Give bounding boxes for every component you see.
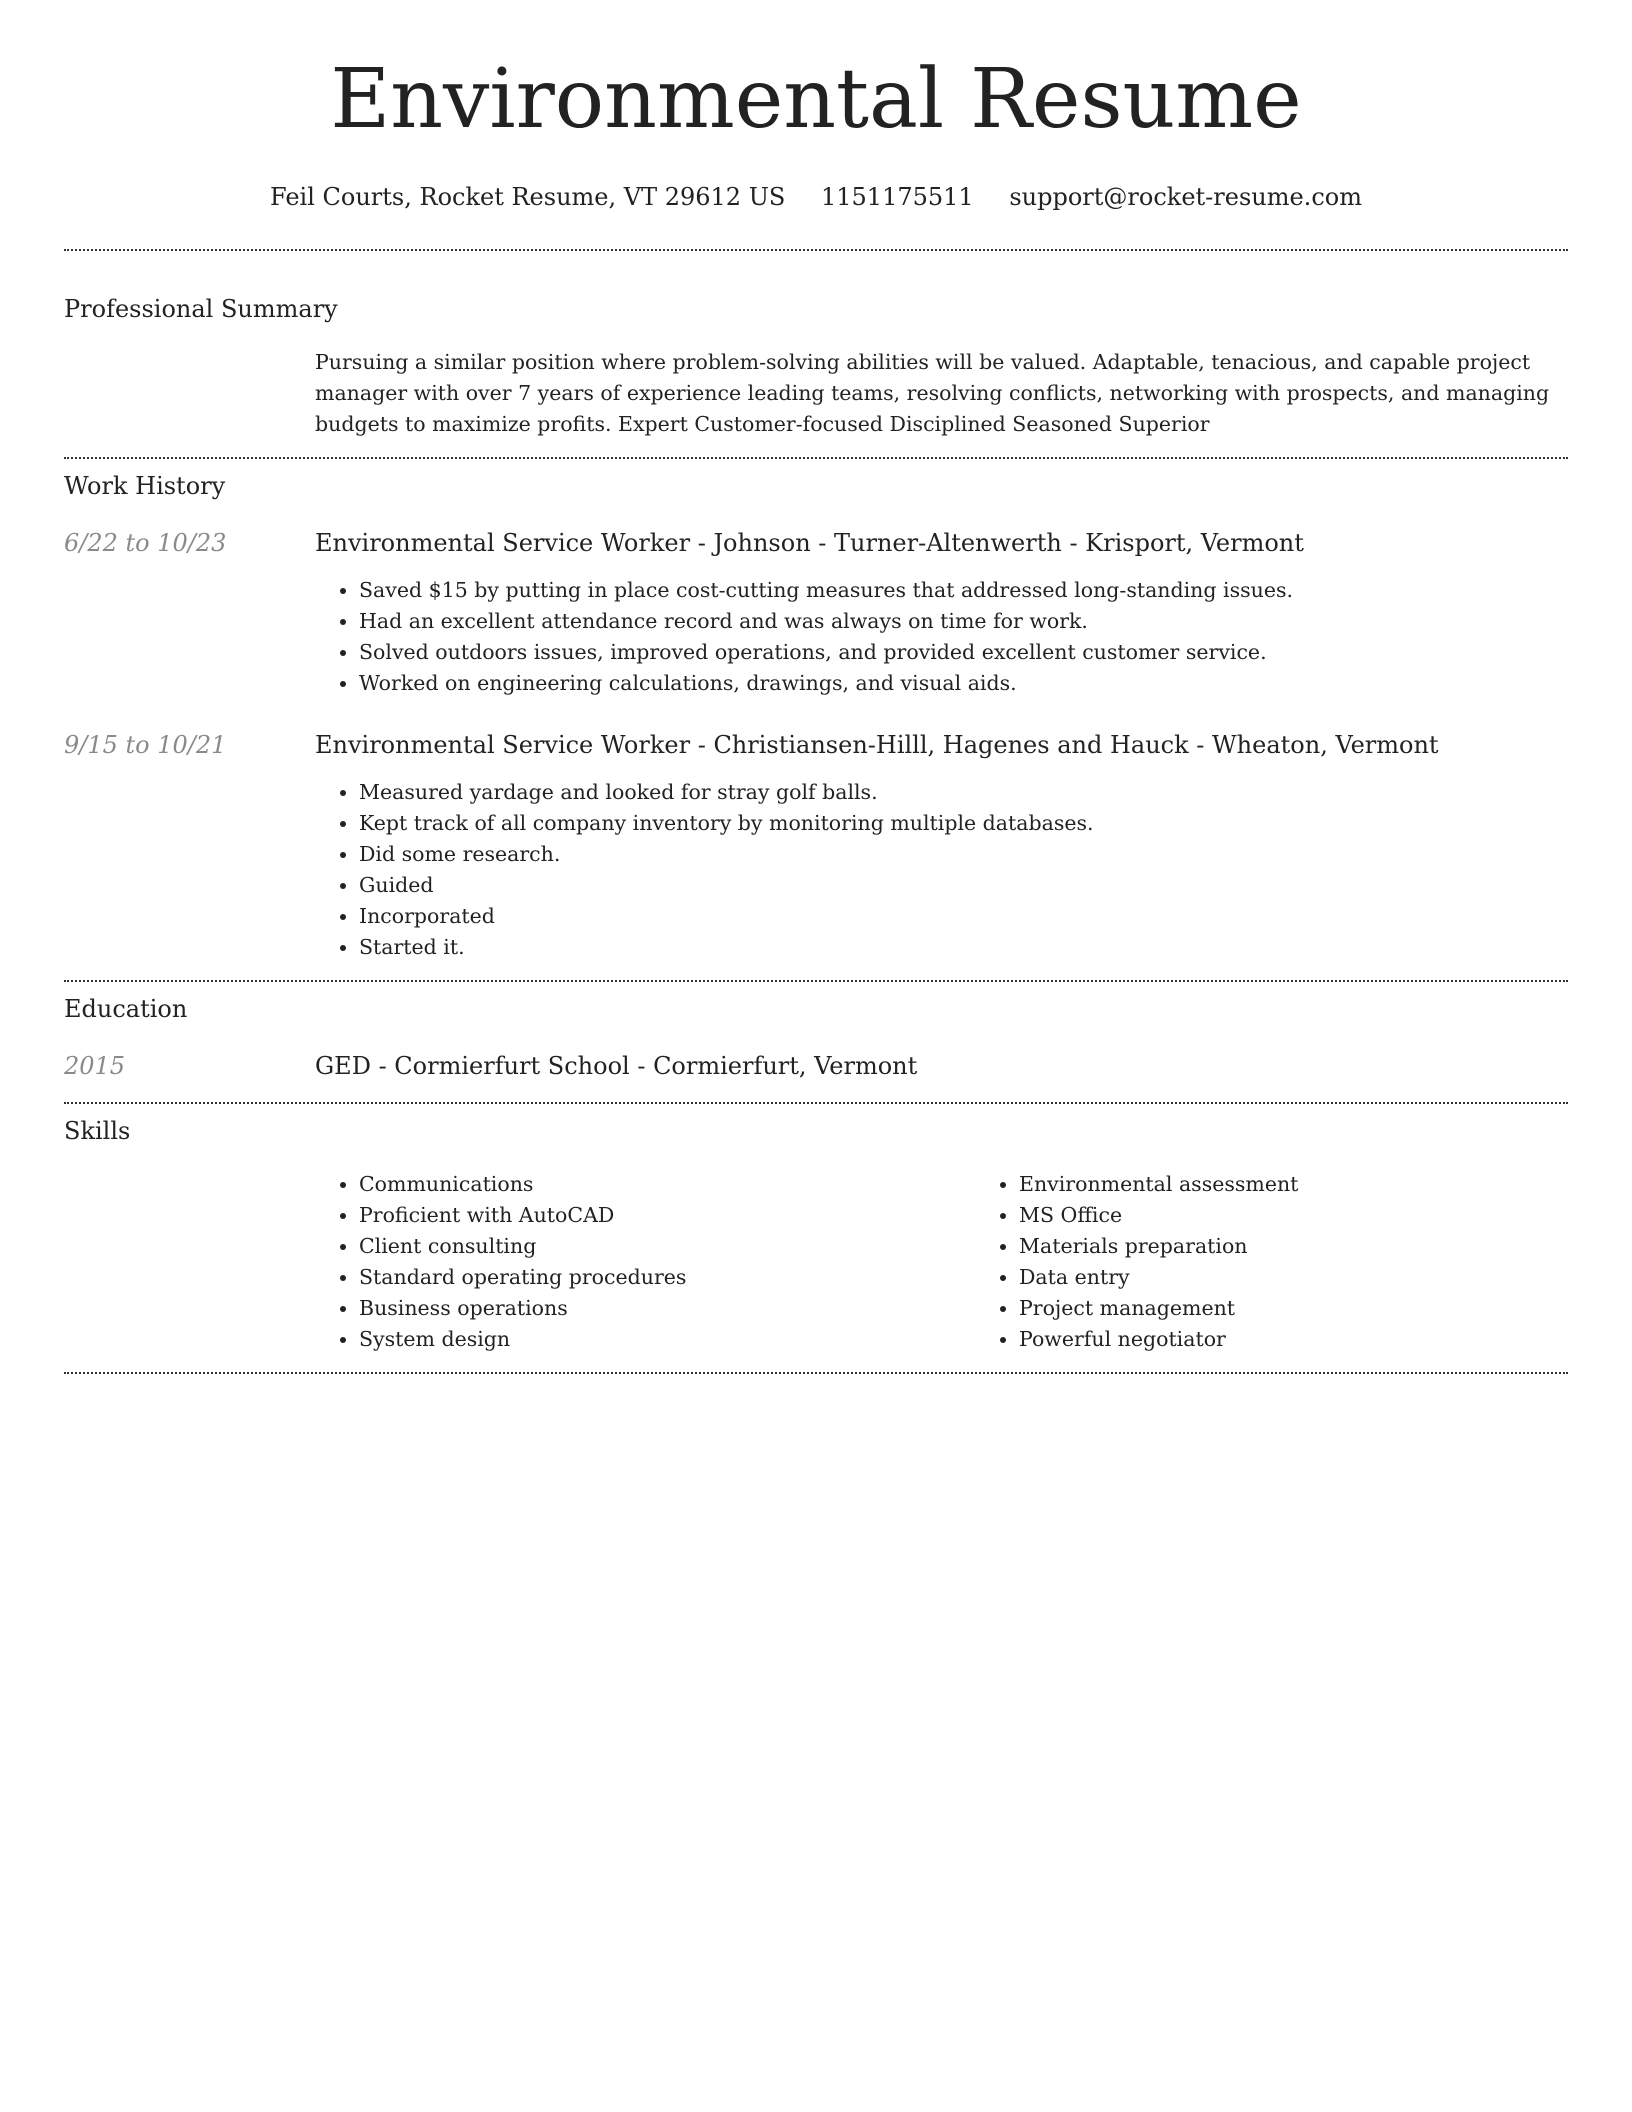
education-heading: Education bbox=[64, 995, 188, 1023]
list-item: • Started it. bbox=[359, 932, 1568, 963]
summary-row bbox=[64, 347, 1568, 440]
list-item: • Did some research. bbox=[359, 839, 1568, 870]
list-item: • Measured yardage and looked for stray golf balls. bbox=[359, 777, 1568, 808]
job-bullets bbox=[315, 777, 1568, 963]
contact-phone: 1151175511 bbox=[821, 183, 974, 211]
summary-spacer bbox=[64, 347, 315, 440]
skill-item: • Data entry bbox=[1019, 1262, 1632, 1293]
section-divider bbox=[64, 249, 1568, 251]
list-item: • Worked on engineering calculations, drawings, and visual aids. bbox=[359, 668, 1568, 699]
job-bullets bbox=[315, 575, 1568, 699]
job-dates: 6/22 to 10/23 bbox=[64, 529, 227, 557]
list-item: • Had an excellent attendance record and was always on time for work. bbox=[359, 606, 1568, 637]
skill-item: • Powerful negotiator bbox=[1019, 1324, 1632, 1355]
section-divider bbox=[64, 457, 1568, 459]
contact-email: support@rocket-resume.com bbox=[1009, 183, 1362, 211]
skills-row bbox=[64, 1169, 1568, 1355]
job-title: Environmental Service Worker - Johnson - Turner-Altenwerth - Krisport, Vermont bbox=[315, 529, 1304, 557]
summary-body bbox=[315, 347, 1568, 440]
skill-item: • Standard operating procedures bbox=[359, 1262, 975, 1293]
list-item: • Saved $15 by putting in place cost-cutting measures that addressed long-standing issues. bbox=[359, 575, 1568, 606]
skills-list-right bbox=[975, 1169, 1632, 1355]
list-item: • Incorporated bbox=[359, 901, 1568, 932]
job-dates: 9/15 to 10/21 bbox=[64, 731, 227, 759]
skill-item: • Communications bbox=[359, 1169, 975, 1200]
resume-title: Environmental Resume bbox=[330, 52, 1302, 147]
section-divider bbox=[64, 980, 1568, 982]
education-body bbox=[315, 1050, 1568, 1082]
contact-address: Feil Courts, Rocket Resume, VT 29612 US bbox=[270, 183, 786, 211]
skill-item: • Environmental assessment bbox=[1019, 1169, 1632, 1200]
education-year: 2015 bbox=[64, 1052, 126, 1080]
job-entry bbox=[64, 527, 1568, 699]
skill-item: • System design bbox=[359, 1324, 975, 1355]
resume-page bbox=[64, 0, 1568, 1374]
section-divider bbox=[64, 1102, 1568, 1104]
skills-heading: Skills bbox=[64, 1117, 131, 1145]
skills-grid bbox=[315, 1169, 1632, 1355]
section-divider bbox=[64, 1372, 1568, 1374]
job-body bbox=[315, 729, 1568, 963]
skill-item: • MS Office bbox=[1019, 1200, 1632, 1231]
work-heading: Work History bbox=[64, 472, 226, 500]
skills-list-left bbox=[315, 1169, 975, 1355]
list-item: • Kept track of all company inventory by monitoring multiple databases. bbox=[359, 808, 1568, 839]
summary-heading: Professional Summary bbox=[64, 295, 338, 323]
list-item: • Solved outdoors issues, improved operations, and provided excellent customer service. bbox=[359, 637, 1568, 668]
job-body bbox=[315, 527, 1568, 699]
skill-item: • Client consulting bbox=[359, 1231, 975, 1262]
list-item: • Guided bbox=[359, 870, 1568, 901]
education-title: GED - Cormierfurt School - Cormierfurt, Vermont bbox=[315, 1052, 918, 1080]
job-title: Environmental Service Worker - Christiansen-Hilll, Hagenes and Hauck - Wheaton, Vermont bbox=[315, 731, 1439, 759]
job-entry bbox=[64, 729, 1568, 963]
skills-spacer bbox=[64, 1169, 315, 1355]
summary-text: Pursuing a similar position where problem-solving abilities will be valued. Adaptable, tenacious, and capable project manager with over 7 years of experience leading teams, resolving conflicts, networking with prospects, and managing budgets to maximize profits. Expert Customer-focused Disciplined Seasoned Superior bbox=[315, 350, 1550, 436]
education-entry bbox=[64, 1050, 1568, 1082]
skill-item: • Materials preparation bbox=[1019, 1231, 1632, 1262]
skill-item: • Business operations bbox=[359, 1293, 975, 1324]
skill-item: • Proficient with AutoCAD bbox=[359, 1200, 975, 1231]
contact-line bbox=[64, 180, 1568, 214]
skill-item: • Project management bbox=[1019, 1293, 1632, 1324]
